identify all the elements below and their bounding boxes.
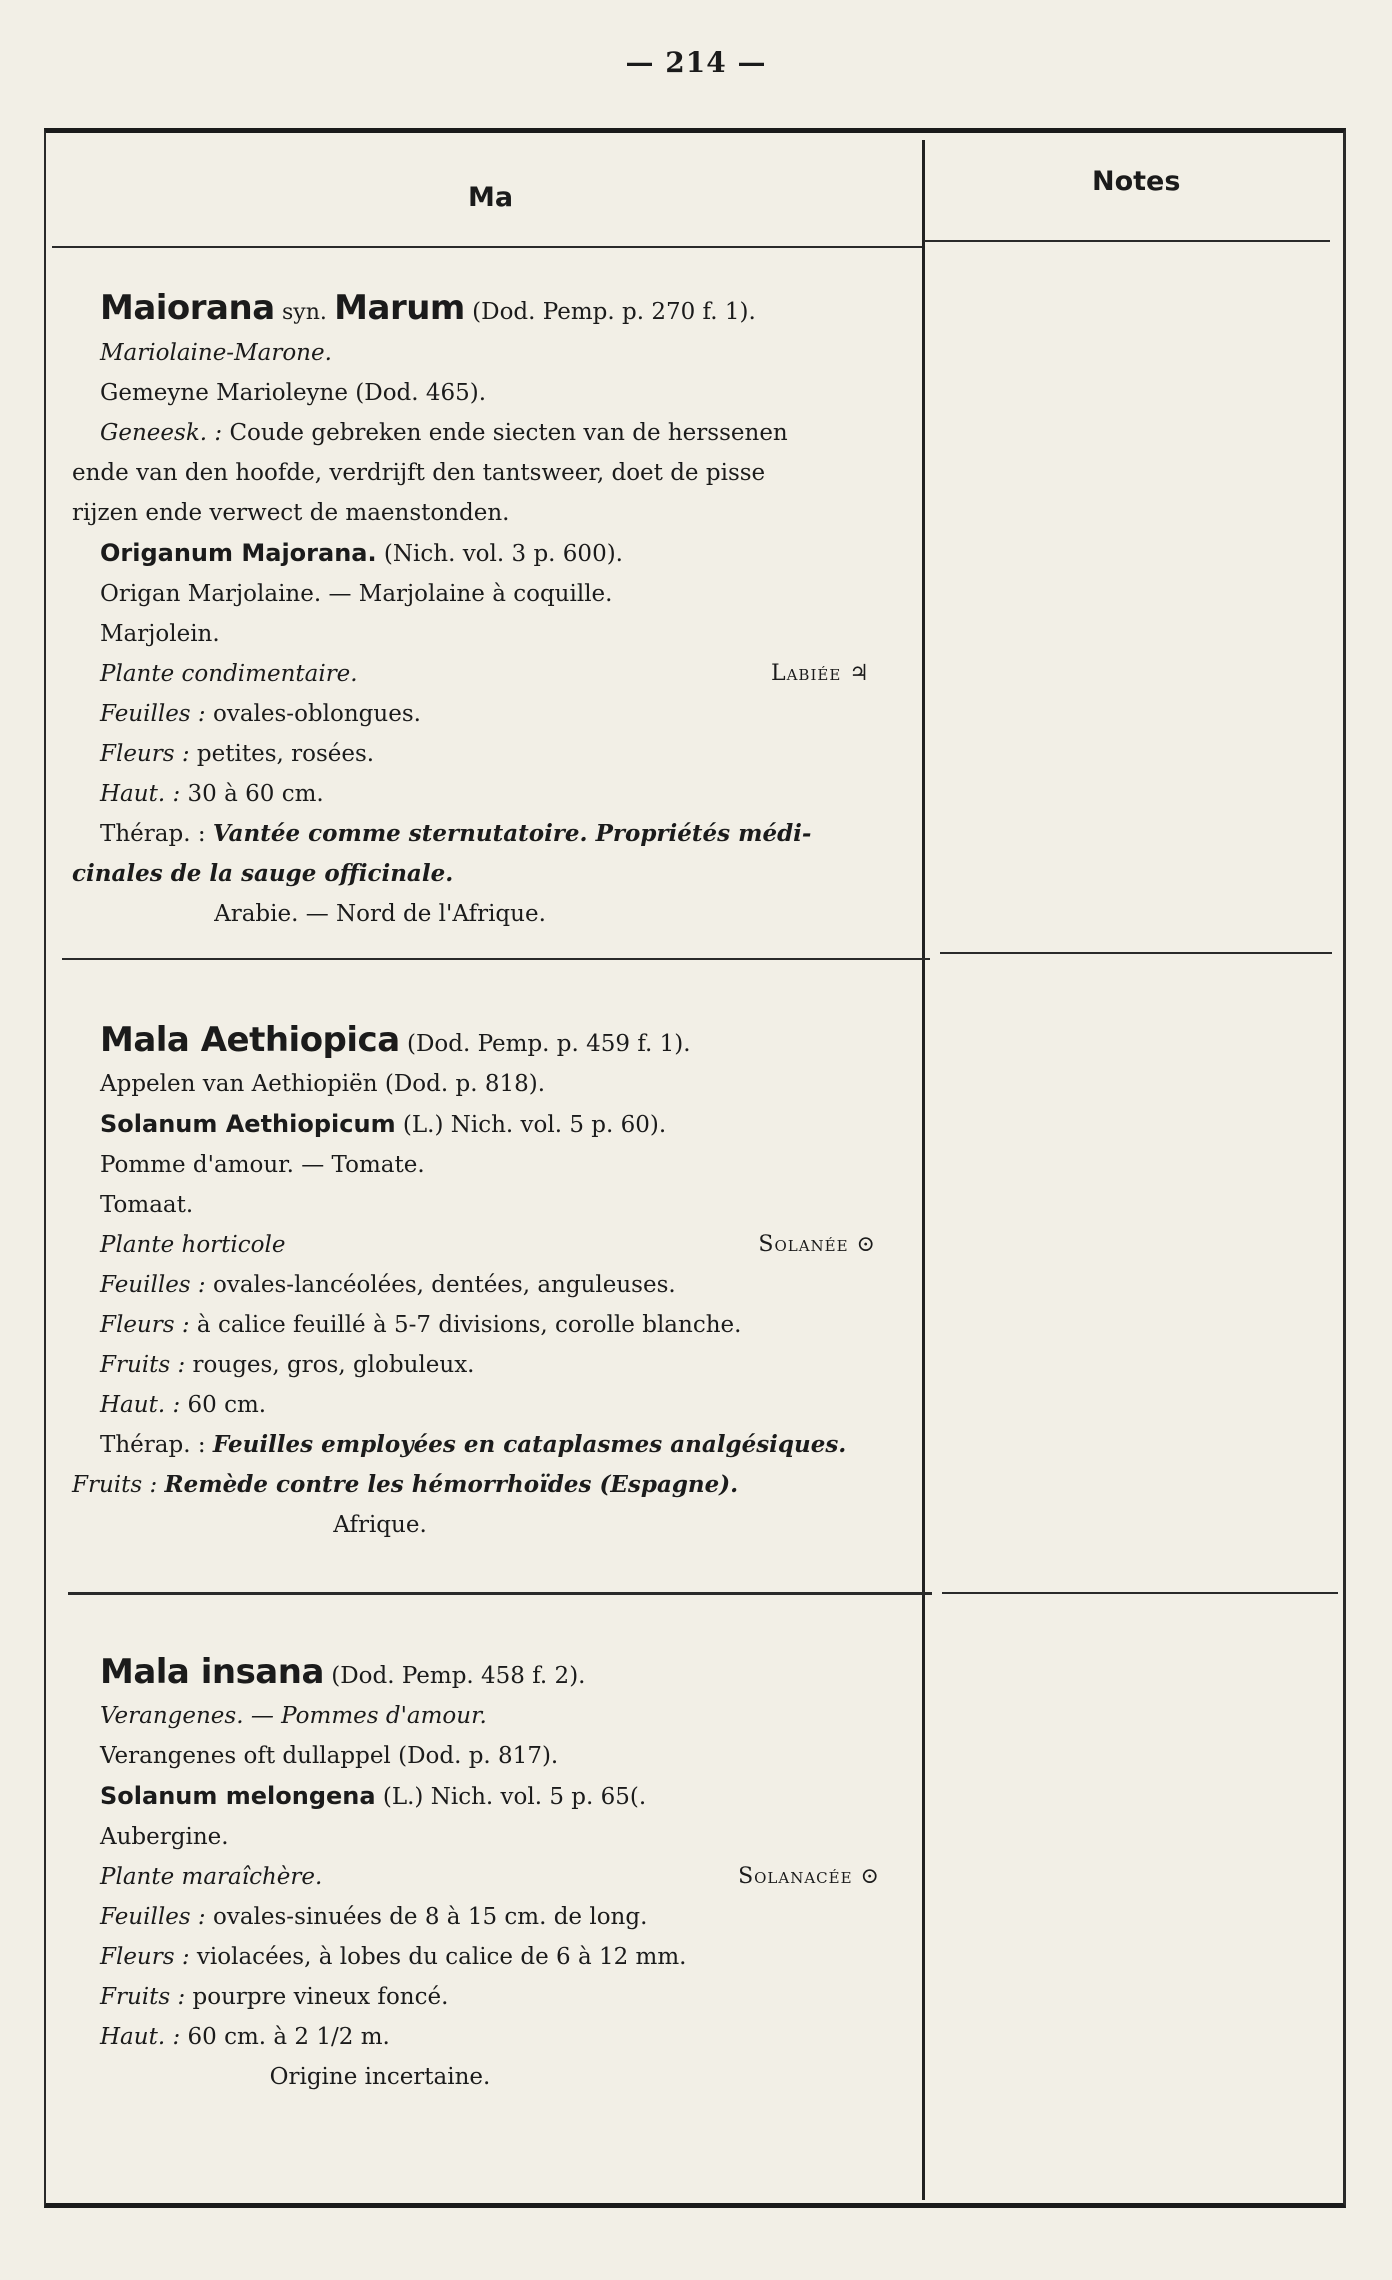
height-text: 30 à 60 cm. [187,781,324,807]
entry-rule-2-right [942,1592,1338,1594]
flowers-line [100,1305,920,1345]
category: Plante horticole [100,1232,286,1258]
entry-rule-2-left [68,1592,932,1595]
common-nl: Tomaat. [100,1192,194,1218]
flowers-text: petites, rosées. [196,741,375,767]
fruits-label: Fruits : [100,1352,186,1378]
height-line [100,1385,920,1425]
flowers-line [100,734,920,774]
common-fr-line [100,574,920,614]
family-label: Labiée ♃ [770,661,870,686]
species-ref: (L.) Nich. vol. 5 p. 65(. [382,1784,647,1810]
species-line [100,533,920,574]
dutch-names: Appelen van Aethiopiën (Dod. p. 818). [100,1071,546,1097]
dutch-names: Gemeyne Marioleyne (Dod. 465). [100,380,487,406]
entry-head-main: Maiorana [100,288,275,328]
flowers-label: Fleurs : [100,1312,190,1338]
column-divider [922,140,925,2200]
therap-text: Feuilles employées en cataplasmes analgésiques. [212,1431,847,1458]
species-name: Origanum Majorana. [100,539,377,567]
entry-rule-1-left [62,958,930,960]
medicinal-text-1: Coude gebreken ende siecten van de herssenen [229,420,788,446]
flowers-line [100,1937,920,1977]
species-ref: (L.) Nich. vol. 5 p. 60). [402,1112,667,1138]
entry-heading [100,288,920,333]
fruits2-line [72,1465,920,1505]
entry-head-ref: (Dod. Pemp. 458 f. 2). [331,1663,586,1689]
fruits-text: pourpre vineux foncé. [192,1984,449,2010]
family-label: Solanée ⊙ [758,1232,876,1257]
page-number: — 214 — [625,46,767,79]
common-fr-b: Marjolaine à coquille. [358,581,613,607]
therap-line [100,814,920,854]
category: Plante condimentaire. [100,661,358,687]
entry-mala-aethiopica [72,1020,920,1545]
fruits2-label: Fruits : [72,1472,158,1498]
entry-head-second: Marum [334,288,465,328]
leaves-label: Feuilles : [100,701,206,727]
category-line [100,654,870,694]
flowers-text: à calice feuillé à 5-7 divisions, corolle blanche. [196,1312,742,1338]
therap-text-1: Vantée comme sternutatoire. Propriétés médi- [212,820,812,847]
therap-line [100,1425,920,1465]
origin: Arabie. — Nord de l'Afrique. [214,901,546,927]
column-header-notes: Notes [1092,166,1181,197]
leaves-text: ovales-sinuées de 8 à 15 cm. de long. [212,1904,648,1930]
leaves-text: ovales-oblongues. [212,701,421,727]
entry-mala-insana [100,1652,920,2097]
leaves-label: Feuilles : [100,1272,206,1298]
category: Plante maraîchère. [100,1864,323,1890]
french-names: Mariolaine-Marone. [100,340,332,366]
entry-rule-1-right [940,952,1332,954]
entry-maiorana [72,288,920,934]
height-line [100,774,920,814]
family-label: Solanacée ⊙ [738,1864,880,1889]
entry-head-syn: syn. [281,300,327,325]
medicinal-text-2: ende van den hoofde, verdrijft den tantsweer, doet de pisse [72,460,766,486]
leaves-line [100,1265,920,1305]
height-text: 60 cm. [187,1392,267,1418]
flowers-label: Fleurs : [100,741,190,767]
entry-head-ref: (Dod. Pemp. p. 270 f. 1). [472,299,756,325]
species-line [100,1776,920,1817]
species-ref: (Nich. vol. 3 p. 600). [383,541,623,567]
entry-heading [100,1020,920,1064]
height-text: 60 cm. à 2 1/2 m. [187,2024,390,2050]
dutch-names: Verangenes oft dullappel (Dod. p. 817). [100,1743,559,1769]
leaves-text: ovales-lancéolées, dentées, anguleuses. [212,1272,676,1298]
origin: Afrique. [333,1512,427,1538]
common-fr: Aubergine. [100,1824,229,1850]
therap-label: Thérap. : [100,821,206,847]
height-label: Haut. : [100,2024,181,2050]
common-fr: Pomme d'amour. — Tomate. [100,1152,425,1178]
entry-head-ref: (Dod. Pemp. p. 459 f. 1). [406,1031,691,1057]
origin: Origine incertaine. [269,2064,491,2090]
fruits-label: Fruits : [100,1984,186,2010]
category-line [100,1225,876,1265]
flowers-text: violacées, à lobes du calice de 6 à 12 mm. [196,1944,687,1970]
therap-label: Thérap. : [100,1432,206,1458]
leaves-line [100,1897,920,1937]
header-rule-left [52,246,922,248]
french-names: Verangenes. — Pommes d'amour. [100,1703,487,1729]
fruits-line [100,1345,920,1385]
fruits2-text: Remède contre les hémorrhoïdes (Espagne). [164,1471,739,1498]
entry-heading [100,1652,920,1696]
leaves-label: Feuilles : [100,1904,206,1930]
medicinal-line [100,413,920,453]
medicinal-label: Geneesk. : [100,420,223,446]
category-line [100,1857,880,1897]
height-label: Haut. : [100,1392,181,1418]
entry-head-main: Mala insana [100,1652,324,1692]
species-name: Solanum Aethiopicum [100,1110,396,1138]
therap-text-2: cinales de la sauge officinale. [72,860,454,887]
medicinal-text-3: rijzen ende verwect de maenstonden. [72,500,510,526]
fruits-text: rouges, gros, globuleux. [192,1352,475,1378]
species-name: Solanum melongena [100,1782,376,1810]
entry-head-main: Mala Aethiopica [100,1020,400,1060]
common-nl: Marjolein. [100,621,220,647]
height-line [100,2017,920,2057]
species-line [100,1104,920,1145]
header-rule-right [924,240,1330,242]
common-fr-a: Origan Marjolaine. — [100,581,352,607]
flowers-label: Fleurs : [100,1944,190,1970]
fruits-line [100,1977,920,2017]
height-label: Haut. : [100,781,181,807]
column-header-ma: Ma [468,182,514,213]
leaves-line [100,694,920,734]
